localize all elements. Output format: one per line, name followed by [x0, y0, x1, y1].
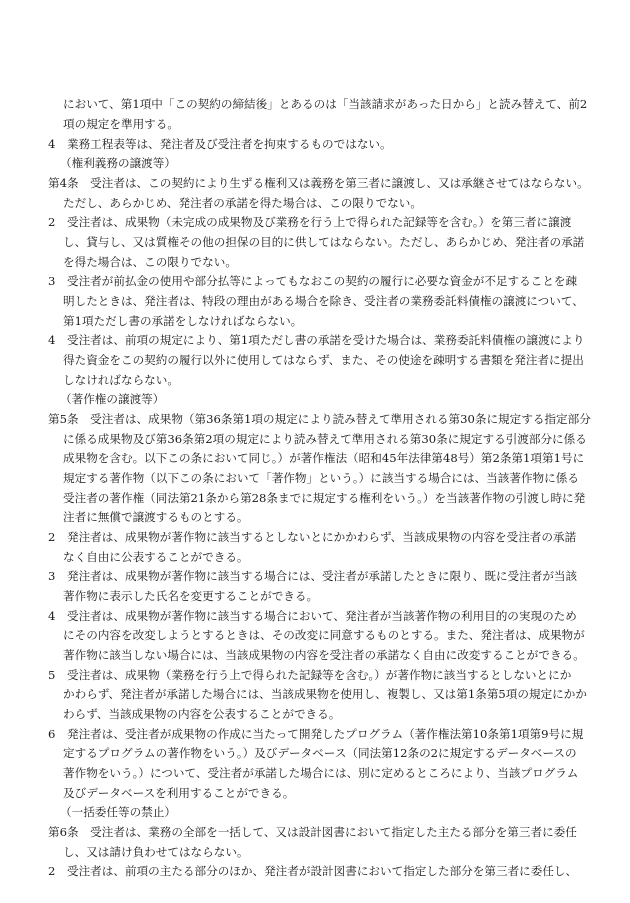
text-line: 4 業務工程表等は、発注者及び受注者を拘束するものではない。	[48, 137, 392, 151]
section-heading: （一括委任等の禁止）	[60, 805, 176, 819]
text-line: 第1項ただし書の承諾をしなければならない。	[63, 314, 303, 328]
text-line: 明したときは、発注者は、特段の理由がある場合を除き、受注者の業務委託料債権の譲渡について、	[63, 294, 584, 308]
text-line: し、又は請け負わせてはならない。	[63, 845, 249, 859]
text-line: し、貸与し、又は質権その他の担保の目的に供してはならない。ただし、あらかじめ、発注者の承諾	[63, 235, 585, 249]
section-heading: （著作権の譲渡等）	[60, 392, 165, 406]
text-line: 得た資金をこの契約の履行以外に使用してはならず、また、その使途を疎明する書類を発注者に提出	[63, 353, 584, 367]
text-line: わらず、当該成果物の内容を公表することができる。	[63, 707, 341, 721]
text-line: 注者に無償で譲渡するものとする。	[63, 510, 249, 524]
text-line: において、第1項中「この契約の締結後」とあるのは「当該請求があった日から」と読み替えて、前2	[63, 97, 588, 111]
text-line: 2 受注者は、前項の主たる部分のほか、発注者が設計図書において指定した部分を第三者に委任し、	[48, 864, 578, 878]
text-line: にその内容を改変しようとするときは、その改変に同意するものとする。また、発注者は、成果物が	[63, 628, 585, 642]
text-line: なく自由に公表することができる。	[63, 550, 249, 564]
text-line: 4 受注者は、成果物が著作物に該当する場合において、発注者が当該著作物の利用目的の実現のため	[48, 609, 577, 623]
text-line: 3 発注者は、成果物が著作物に該当する場合には、受注者が承諾したときに限り、既に受注者が当該	[48, 569, 578, 583]
text-line: しなければならない。	[63, 373, 179, 387]
text-line: に係る成果物及び第36条第2項の規定により読み替えて準用される第30条に規定する引渡部分に係る	[63, 432, 587, 446]
text-line: 定するプログラムの著作物をいう。）及びデータベース（同法第12条の2に規定するデータベースの	[63, 746, 577, 760]
text-line: を得た場合は、この限りでない。	[63, 255, 237, 269]
article-line: 第6条 受注者は、業務の全部を一括して、又は設計図書において指定した主たる部分を第三者に委任	[48, 825, 577, 839]
text-line: 4 受注者は、前項の規定により、第1項ただし書の承諾を受けた場合は、業務委託料債権の譲渡により	[48, 333, 585, 347]
text-line: 2 発注者は、成果物が著作物に該当するとしないとにかかわらず、当該成果物の内容を受注者の承諾	[48, 530, 577, 544]
text-line: 著作物をいう。）について、受注者が承諾した場合には、別に定めるところにより、当該プログラム	[63, 766, 579, 780]
article-line: 第5条 受注者は、成果物（第36条第1項の規定により読み替えて準用される第30条に規定する指定部分	[48, 412, 591, 426]
article-line: 第4条 受注者は、この契約により生ずる権利又は義務を第三者に譲渡し、又は承継させてはならない。	[48, 176, 589, 190]
text-line: 規定する著作物（以下この条において「著作物」という。）に該当する場合には、当該著作物に係る	[63, 471, 579, 485]
text-line: 著作物に該当しない場合には、当該成果物の内容を受注者の承諾なく自由に改変することができる。	[63, 648, 585, 662]
text-line: 項の規定を準用する。	[63, 117, 179, 131]
text-line: 及びデータベースを利用することができる。	[63, 786, 295, 800]
text-line: 3 受注者が前払金の使用や部分払等によってもなおこの契約の履行に必要な資金が不足することを疎	[48, 274, 578, 288]
text-line: 受注者の著作権（同法第21条から第28条までに規定する権利をいう。）を当該著作物の引渡し時に発	[63, 491, 586, 505]
text-line: 2 受注者は、成果物（未完成の成果物及び業務を行う上で得られた記録等を含む。）を第三者に譲渡	[48, 215, 572, 229]
text-line: かわらず、発注者が承諾した場合には、当該成果物を使用し、複製し、又は第1条第5項の規定にかか	[63, 687, 587, 701]
text-line: ただし、あらかじめ、発注者の承諾を得た場合は、この限りでない。	[63, 196, 422, 210]
text-line: 著作物に表示した氏名を変更することができる。	[63, 589, 319, 603]
text-line: 成果物を含む。以下この条において同じ。）が著作権法（昭和45年法律第48号）第2条第1項第1号に	[63, 451, 585, 465]
section-heading: （権利義務の譲渡等）	[60, 156, 176, 170]
text-line: 5 受注者は、成果物（業務を行う上で得られた記録等を含む。）が著作物に該当するとしないとにか	[48, 668, 572, 682]
text-line: 6 発注者は、受注者が成果物の作成に当たって開発したプログラム（著作権法第10条第1項第9号に規	[48, 727, 584, 741]
